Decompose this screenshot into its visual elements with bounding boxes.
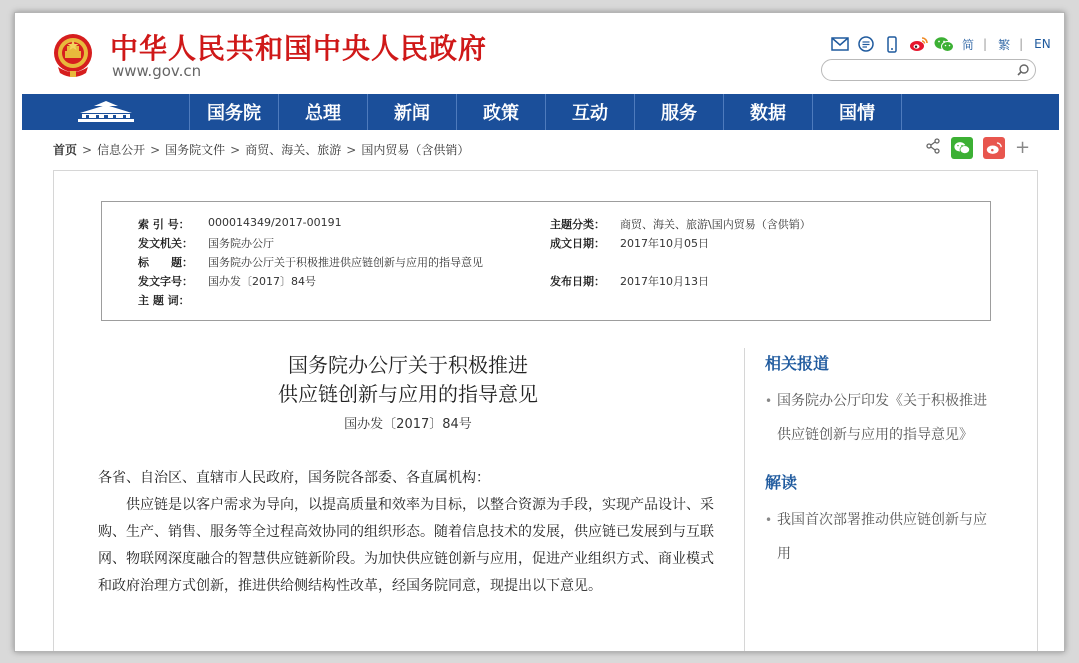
nav-item-policies[interactable]: 政策	[457, 94, 546, 130]
breadcrumb	[53, 141, 469, 158]
meta-label: 主题分类：	[550, 218, 605, 231]
search-input[interactable]	[832, 61, 1012, 81]
meta-keywords	[138, 292, 208, 308]
article-title-line2: 供应链创新与应用的指导意见	[278, 382, 538, 406]
related-reports-list	[765, 384, 995, 452]
article-salutation: 各省、自治区、直辖市人民政府，国务院各部委、各直属机构：	[98, 470, 490, 486]
breadcrumb-home[interactable]: 首页	[53, 143, 78, 157]
article-title	[98, 351, 718, 409]
meta-category	[550, 216, 811, 232]
nav-item-state-council[interactable]: 国务院	[190, 94, 279, 130]
breadcrumb-separator: >	[150, 142, 161, 157]
interpretation-heading: 解读	[765, 473, 798, 492]
interpretation-list	[765, 503, 995, 571]
meta-value: 国务院办公厅关于积极推进供应链创新与应用的指导意见	[208, 256, 483, 269]
nav-item-premier[interactable]: 总理	[279, 94, 368, 130]
lang-traditional-link[interactable]: 繁	[998, 37, 1011, 52]
meta-label: 发布日期：	[550, 275, 605, 288]
related-reports-heading: 相关报道	[765, 354, 830, 373]
nav-item-news[interactable]: 新闻	[368, 94, 457, 130]
article	[98, 351, 718, 600]
lang-separator: |	[1019, 37, 1024, 51]
meta-label: 发文字号：	[138, 275, 193, 288]
breadcrumb-separator: >	[230, 142, 241, 157]
share-wechat-icon[interactable]	[951, 137, 973, 159]
interpretation-link[interactable]: • 我国首次部署推动供应链创新与应用	[765, 503, 995, 571]
lang-simplified-link[interactable]: 简	[962, 37, 975, 52]
breadcrumb-separator: >	[346, 142, 357, 157]
nav-item-interaction[interactable]: 互动	[546, 94, 635, 130]
lang-separator: |	[983, 37, 988, 51]
sidebar	[765, 351, 995, 571]
meta-value: 商贸、海关、旅游\国内贸易（含供销）	[620, 218, 811, 231]
site-title[interactable]: 中华人民共和国中央人民政府	[110, 32, 488, 65]
main-nav	[22, 94, 1059, 130]
related-report-link[interactable]: • 国务院办公厅印发《关于积极推进供应链创新与应用的指导意见》	[765, 384, 995, 452]
site-header	[15, 13, 1065, 93]
meta-label: 索 引 号：	[138, 218, 190, 231]
meta-title	[138, 254, 483, 270]
document-meta-table	[101, 201, 991, 321]
nav-logo-icon[interactable]	[22, 94, 190, 130]
breadcrumb-state-council-docs[interactable]: 国务院文件	[165, 143, 226, 157]
search-box	[821, 59, 1036, 81]
meta-label: 成文日期：	[550, 237, 605, 250]
share-icon[interactable]	[925, 138, 941, 158]
article-paragraph: 供应链是以客户需求为导向，以提高质量和效率为目标，以整合资源为手段，实现产品设计、采购、生产、销售、服务等全过程高效协同的组织形态。随着信息技术的发展，供应链已发展到与互联网、物联网深度融合的智慧供应链新阶段。为加快供应链创新与应用，促进产业组织方式、商业模式和政府治理方式创新，推进供给侧结构性改革，经国务院同意，现提出以下意见。	[98, 497, 714, 594]
breadcrumb-domestic-trade[interactable]: 国内贸易（含供销）	[361, 143, 470, 157]
meta-value: 国务院办公厅	[208, 237, 274, 250]
mail-icon[interactable]	[830, 34, 850, 54]
national-emblem-icon	[50, 31, 96, 79]
meta-written-date	[550, 235, 709, 251]
search-icon[interactable]	[1016, 63, 1030, 77]
nav-item-services[interactable]: 服务	[635, 94, 724, 130]
share-weibo-icon[interactable]	[983, 137, 1005, 159]
header-tools	[830, 33, 1051, 55]
wechat-icon[interactable]	[934, 34, 954, 54]
share-bar	[925, 137, 1030, 159]
meta-value: 2017年10月05日	[620, 237, 709, 250]
breadcrumb-info-public[interactable]: 信息公开	[97, 143, 146, 157]
share-more-icon[interactable]: +	[1015, 137, 1031, 158]
mobile-icon[interactable]	[882, 34, 902, 54]
breadcrumb-separator: >	[82, 142, 93, 157]
meta-value: 国办发〔2017〕84号	[208, 275, 316, 288]
lang-english-link[interactable]: EN	[1034, 37, 1051, 51]
nav-item-data[interactable]: 数据	[724, 94, 813, 130]
rss-icon[interactable]	[856, 34, 876, 54]
browser-frame	[14, 12, 1065, 652]
meta-published-date	[550, 273, 709, 289]
meta-label: 主 题 词：	[138, 294, 190, 307]
site-url[interactable]: www.gov.cn	[112, 62, 202, 80]
weibo-icon[interactable]	[908, 34, 928, 54]
article-body	[98, 465, 718, 600]
meta-label: 标 题：	[138, 256, 193, 269]
article-title-line1: 国务院办公厅关于积极推进	[288, 353, 528, 377]
column-divider	[744, 348, 745, 652]
meta-value: 000014349/2017-00191	[208, 216, 342, 229]
content-panel	[53, 170, 1038, 652]
meta-label: 发文机关：	[138, 237, 193, 250]
article-doc-no: 国办发〔2017〕84号	[344, 417, 472, 432]
breadcrumb-trade-customs-tourism[interactable]: 商贸、海关、旅游	[245, 143, 342, 157]
meta-issuer	[138, 235, 274, 251]
nav-item-national-conditions[interactable]: 国情	[813, 94, 902, 130]
meta-doc-no	[138, 273, 316, 289]
meta-index-no	[138, 216, 342, 232]
meta-value: 2017年10月13日	[620, 275, 709, 288]
